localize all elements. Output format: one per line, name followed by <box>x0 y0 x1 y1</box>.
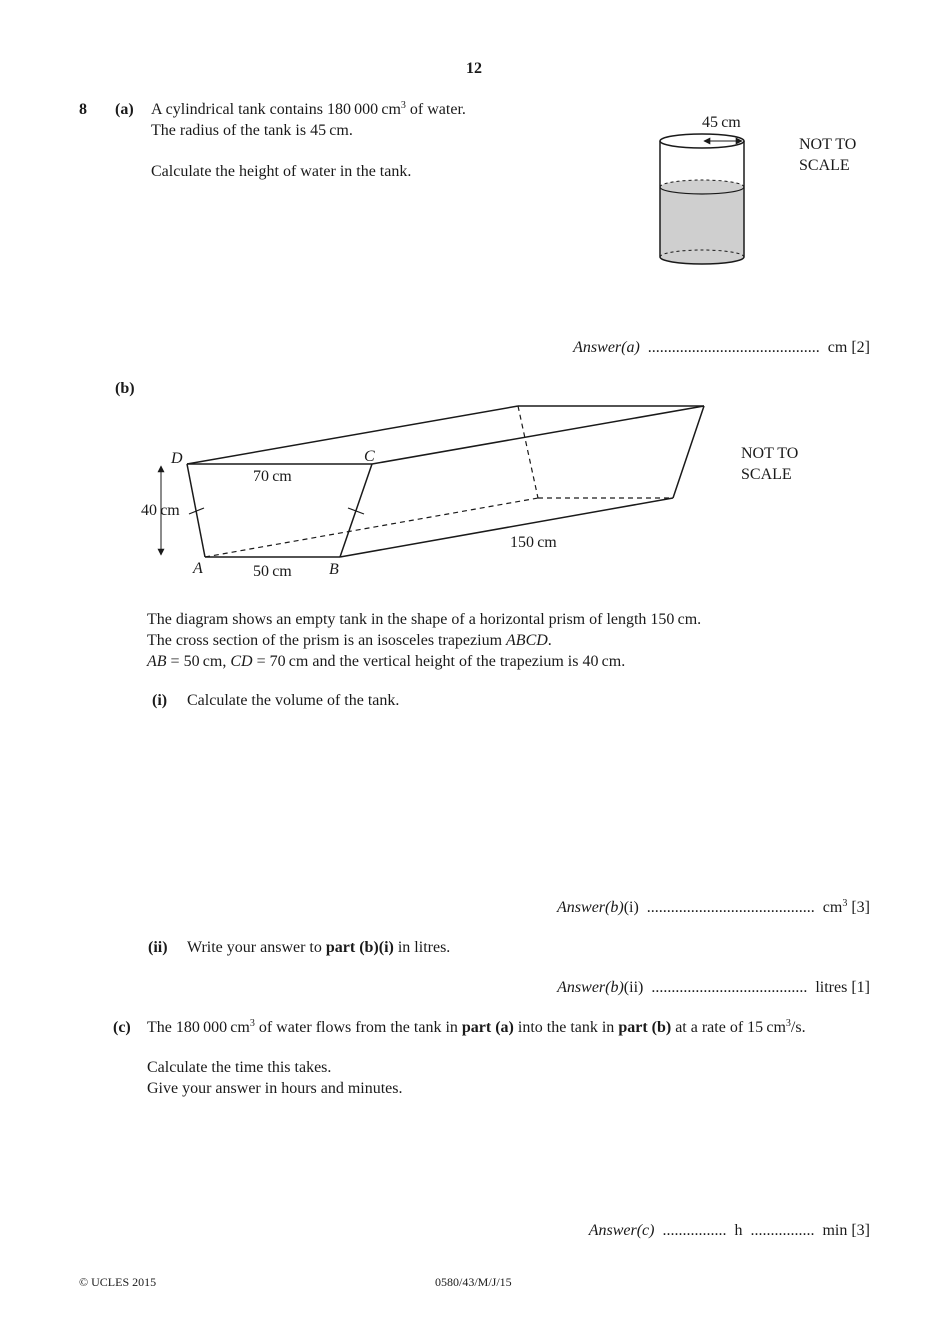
answer-a-unit: cm <box>827 339 848 356</box>
not-to-scale-b-2: SCALE <box>741 466 792 483</box>
part-c-label: (c) <box>113 1019 131 1036</box>
part-b-desc2-abcd: ABCD <box>506 632 548 649</box>
answer-b-i-unit-sup: 3 <box>842 898 848 909</box>
part-b-desc2 <box>147 631 552 651</box>
answer-c-minutes-blank[interactable]: ................ <box>750 1222 815 1239</box>
part-a-label: (a) <box>115 101 134 118</box>
part-a-line1-end: of water. <box>405 101 466 118</box>
part-b-desc1: The diagram shows an empty tank in the shape of a horizontal prism of length 150 cm. <box>147 611 702 628</box>
answer-b-i-line <box>557 898 870 918</box>
page-number: 12 <box>466 60 482 77</box>
part-a-line1-sup: 3 <box>400 100 406 111</box>
sub-ii-label: (ii) <box>148 939 168 956</box>
edge-length-a <box>205 498 538 557</box>
part-c-t1-sup: 3 <box>249 1018 255 1029</box>
answer-b-i-unit: cm <box>822 899 843 916</box>
answer-b-i-blank[interactable]: .......................................... <box>646 899 815 916</box>
sub-ii-text-pre: Write your answer to <box>187 939 326 956</box>
answer-b-ii-marks: [1] <box>851 979 870 996</box>
part-c-t4-sup: 3 <box>785 1018 791 1029</box>
footer-code: 0580/43/M/J/15 <box>435 1275 512 1289</box>
edge-length-c <box>372 406 704 464</box>
part-c-t4: at a rate of 15 cm <box>671 1019 786 1036</box>
sub-i-text: Calculate the volume of the tank. <box>187 692 400 709</box>
sub-ii-text-bold: part (b)(i) <box>325 939 394 956</box>
part-c-instruction2: Give your answer in hours and minutes. <box>147 1080 403 1097</box>
answer-b-ii-line <box>557 978 870 998</box>
part-b-label: (b) <box>115 380 135 397</box>
radius-label: 45 cm <box>702 114 741 131</box>
part-c-t2: of water flows from the tank in <box>254 1019 462 1036</box>
answer-c-hours-unit: h <box>734 1222 743 1239</box>
edge-back-right <box>673 406 704 498</box>
edge-back-left <box>518 406 538 498</box>
part-c-part-b-ref: part (b) <box>618 1019 672 1036</box>
vertex-c: C <box>364 448 375 465</box>
edge-length-b <box>340 498 673 557</box>
part-c-t5: /s. <box>790 1019 806 1036</box>
part-b-desc3 <box>147 652 625 672</box>
edge-length-d <box>187 406 518 464</box>
answer-b-i-label: Answer(b) <box>557 899 624 916</box>
answer-b-ii-blank[interactable]: ....................................... <box>651 979 808 996</box>
vertex-a: A <box>193 560 203 577</box>
part-c-t1: The 180 000 cm <box>147 1019 250 1036</box>
part-c-text <box>147 1018 806 1038</box>
answer-a-marks: [2] <box>851 339 870 356</box>
not-to-scale-b-1: NOT TO <box>741 445 799 462</box>
answer-c-hours-blank[interactable]: ................ <box>662 1222 727 1239</box>
part-a-line2: The radius of the tank is 45 cm. <box>151 122 353 139</box>
answer-b-i-marks: [3] <box>851 899 870 916</box>
answer-c-minutes-unit: min <box>822 1222 848 1239</box>
sub-i-label: (i) <box>152 692 168 709</box>
not-to-scale-a-2: SCALE <box>799 157 850 174</box>
part-b-desc2-end: . <box>547 632 552 649</box>
part-b-desc2-text: The cross section of the prism is an isosceles trapezium <box>147 632 507 649</box>
part-a-instruction: Calculate the height of water in the tank. <box>151 163 412 180</box>
answer-c-marks: [3] <box>851 1222 870 1239</box>
part-a-line1-text: A cylindrical tank contains 180 000 cm <box>151 101 401 118</box>
part-b-desc3-ab: AB <box>147 653 167 670</box>
answer-a-label: Answer(a) <box>573 339 640 356</box>
footer-copyright: © UCLES 2015 <box>79 1275 157 1289</box>
answer-b-i-sublabel: (i) <box>623 899 639 916</box>
answer-b-ii-label: Answer(b) <box>557 979 624 996</box>
question-number: 8 <box>79 101 87 118</box>
part-b-desc3-end: = 70 cm and the vertical height of the trapezium is 40 cm. <box>252 653 626 670</box>
sub-ii-text-post: in litres. <box>393 939 451 956</box>
answer-b-ii-sublabel: (ii) <box>623 979 644 996</box>
sub-ii-text <box>187 938 450 958</box>
not-to-scale-a-1: NOT TO <box>799 136 857 153</box>
top-length-label: 70 cm <box>253 468 292 485</box>
part-c-instruction1: Calculate the time this takes. <box>147 1059 332 1076</box>
part-c-t3: into the tank in <box>513 1019 619 1036</box>
answer-b-ii-unit: litres <box>815 979 848 996</box>
prism-length-label: 150 cm <box>510 534 557 551</box>
height-label: 40 cm <box>141 502 180 519</box>
bottom-length-label: 50 cm <box>253 563 292 580</box>
vertex-b: B <box>329 561 339 578</box>
part-b-desc3-mid: = 50 cm, <box>166 653 231 670</box>
part-b-desc3-cd: CD <box>230 653 253 670</box>
part-c-part-a-ref: part (a) <box>461 1019 514 1036</box>
answer-c-line <box>589 1221 870 1241</box>
answer-c-label: Answer(c) <box>588 1222 655 1239</box>
vertex-d: D <box>171 450 183 467</box>
edge-da <box>187 464 205 557</box>
answer-a-blank[interactable]: ........................................... <box>647 339 820 356</box>
